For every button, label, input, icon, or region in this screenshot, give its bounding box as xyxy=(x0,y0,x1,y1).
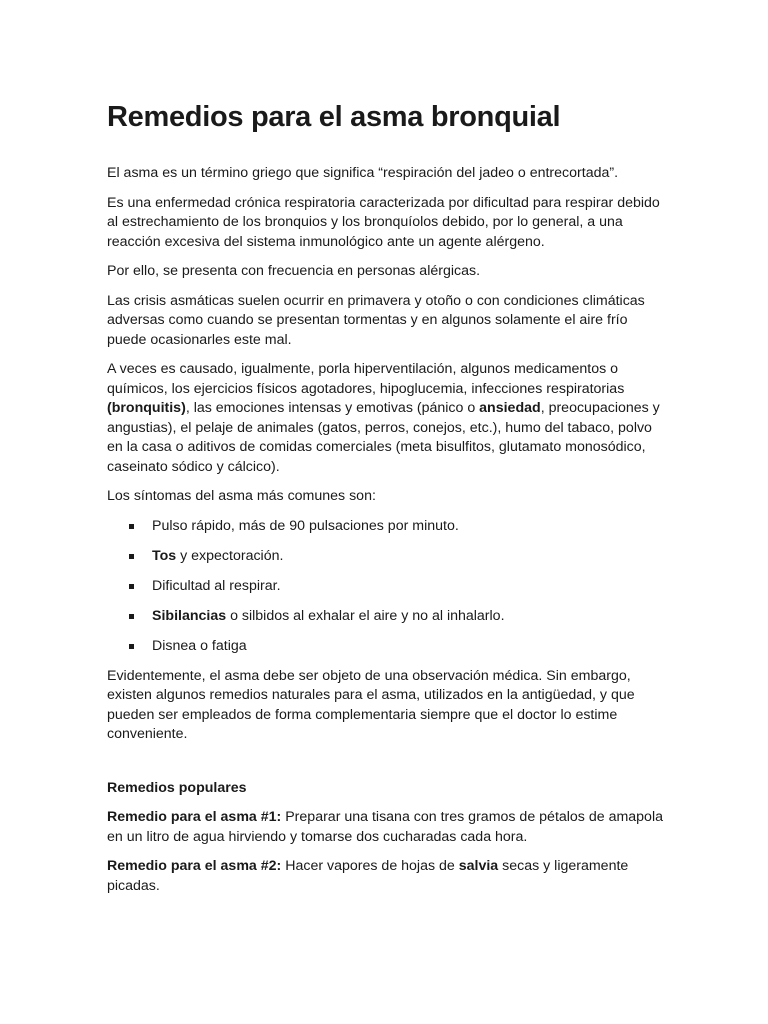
allergy-paragraph: Por ello, se presenta con frecuencia en personas alérgicas. xyxy=(107,263,481,279)
remedy-2-bold-salvia: salvia xyxy=(458,858,499,874)
seasons-paragraph: Las crisis asmáticas suelen ocurrir en primavera y otoño o con condiciones climáticas adversas como cuando se presentan tormentas y en algunos solamente el aire frío puede ocasionarles este mal. xyxy=(107,292,645,348)
document-title: Remedios para el asma bronquial xyxy=(107,101,561,133)
square-bullet-icon xyxy=(129,584,134,589)
square-bullet-icon xyxy=(129,554,134,559)
causes-bold-ansiedad: ansiedad xyxy=(479,400,541,416)
causes-paragraph xyxy=(107,360,668,477)
remedy-1-label: Remedio para el asma #1: xyxy=(107,809,282,825)
causes-text-3: , preocupaciones y angustias), el pelaje de animales (gatos, perros, conejos, etc.), humo del tabaco, polvo en la casa o aditivos de comidas comerciales (meta bisulfitos, glutamato monosódico, caseinato sódico y cálcico). xyxy=(107,400,660,475)
section-spacer xyxy=(107,755,668,779)
list-item: Pulso rápido, más de 90 pulsaciones por minuto. xyxy=(107,517,668,537)
list-item: Tos y expectoración. xyxy=(107,547,668,567)
remedy-2 xyxy=(107,857,668,896)
list-item: Disnea o fatiga xyxy=(107,637,668,657)
list-item: Dificultad al respirar. xyxy=(107,577,668,597)
square-bullet-icon xyxy=(129,524,134,529)
list-item: Sibilancias o silbidos al exhalar el aire y no al inhalarlo. xyxy=(107,607,668,627)
remedy-2-label: Remedio para el asma #2: xyxy=(107,858,282,874)
intro-paragraph: El asma es un término griego que significa “respiración del jadeo o entrecortada”. xyxy=(107,165,619,181)
symptoms-list xyxy=(107,517,668,657)
square-bullet-icon xyxy=(129,614,134,619)
remedy-1-text: Preparar una tisana con tres gramos de pétalos de amapola en un litro de agua hirviendo y tomarse dos cucharadas cada hora. xyxy=(107,809,663,845)
definition-paragraph: Es una enfermedad crónica respiratoria caracterizada por dificultad para respirar debido al estrechamiento de los bronquios y los bronquíolos debido, por lo general, a una reacción excesiva del sistema inmunológico ante un agente alérgeno. xyxy=(107,194,660,250)
section-heading: Remedios populares xyxy=(107,779,247,796)
remedy-2-text-1: Hacer vapores de hojas de xyxy=(281,858,459,874)
causes-text-1: A veces es causado, igualmente, porla hiperventilación, algunos medicamentos o químicos, los ejercicios físicos agotadores, hipoglucemia, infecciones respiratorias xyxy=(107,361,625,397)
remedy-1 xyxy=(107,808,668,847)
causes-text-2: , las emociones intensas y emotivas (pánico o xyxy=(185,400,480,416)
remedy-2-text-2: secas y ligeramente picadas. xyxy=(107,858,629,894)
causes-bold-bronquitis: (bronquitis) xyxy=(107,400,186,416)
symptoms-intro: Los síntomas del asma más comunes son: xyxy=(107,488,376,504)
conclusion-paragraph: Evidentemente, el asma debe ser objeto de una observación médica. Sin embargo, existen algunos remedios naturales para el asma, utilizados en la antigüedad, y que pueden ser empleados de forma complementaria siempre que el doctor lo estime conveniente. xyxy=(107,667,635,742)
square-bullet-icon xyxy=(129,644,134,649)
